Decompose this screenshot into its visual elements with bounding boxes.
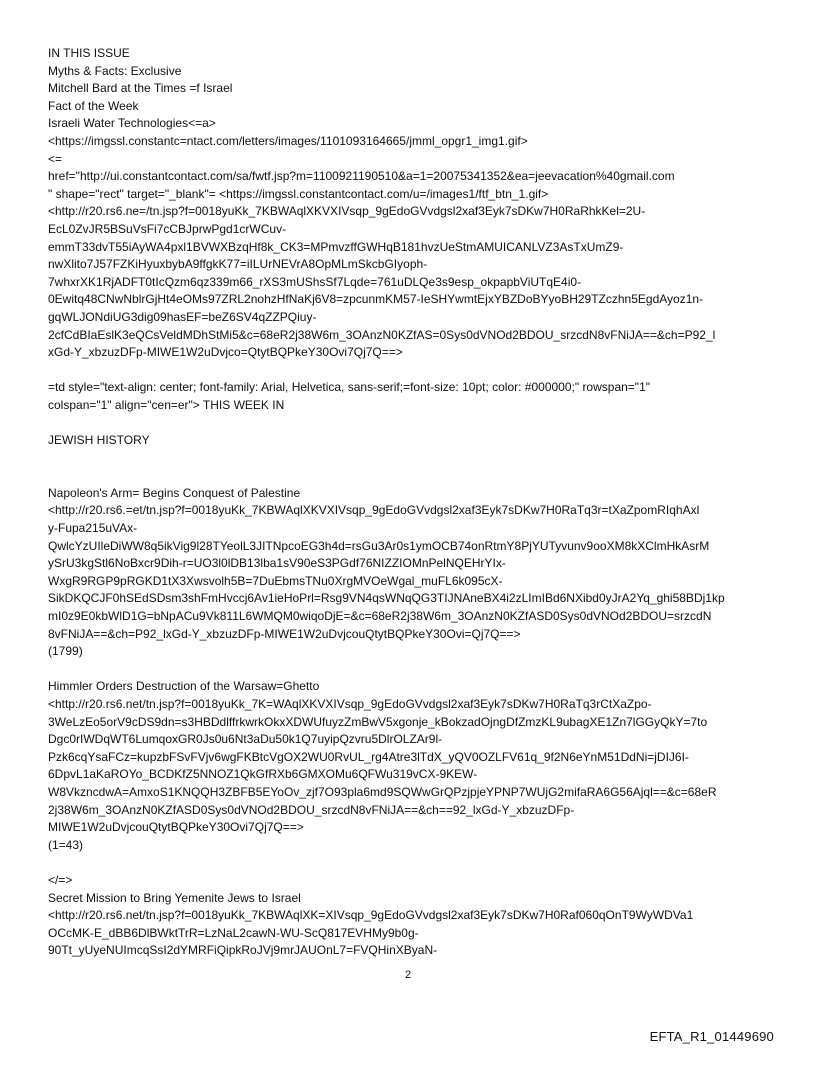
- text-line: <http://r20.rs6.=et/tn.jsp?f=0018yuKk_7KBWAqlXKVXIVsqp_9gEdoGVvdgsl2xaf3Eyk7sDKw7H0RaTq3r=tXaZpomRIqhAxl: [48, 503, 700, 518]
- text-line: Pzk6cqYsaFCz=kupzbFSvFVjv6wgFKBtcVgOX2WU0RvUL_rg4Atre3lTdX_yQV0OZLFV61q_9f2N6eYnM51DdNi=jDIJ6I-: [48, 749, 689, 764]
- spacer: [48, 414, 770, 432]
- section-heading: IN THIS ISSUE: [48, 46, 130, 60]
- text-line: 3WeLzEo5orV9cDS9dn=s3HBDdlffrkwrkOkxXDWUfuyzZmBwV5xgonje_kBokzadOjngDfZmzKL9ubagXE1Zn7lGGyQkY=7to: [48, 714, 708, 729]
- text-line: W8VkzncdwA=AmxoS1KNQQH3ZBFB5EYoOv_zjf7O93pla6md9SQWwGrQPzjpjeYPNP7WUjG2mifaRA6G56Ajql==&c=68eR: [48, 784, 717, 799]
- text-line: 2j38W6m_3OAnzN0KZfASD0Sys0dVNOd2BDOU_srzcdN8vFNiJA==&ch==92_lxGd-Y_xbzuzDFp-: [48, 802, 575, 817]
- section-heading: JEWISH HISTORY: [48, 433, 150, 448]
- text-line: 0Ewitq48CNwNblrGjHt4eOMs97ZRL2nohzHfNaKj6V8=zpcunmKM57-IeSHYwmtEjxYBZDoBYyoBH29TZczhn5EgdAyoz1n-: [48, 292, 704, 307]
- text-line: Mitchell Bard at the Times =f Israel: [48, 81, 233, 96]
- text-line: EcL0ZvJR5BSuVsFi7cCBJprwPgd1crWCuv-: [48, 221, 287, 236]
- item-year: (1=43): [48, 837, 84, 852]
- text-line: MIWE1W2uDvjcouQtytBQPkeY30Ovi7Qj7Q==>: [48, 820, 304, 835]
- item-year: (1799): [48, 644, 83, 659]
- spacer: [48, 362, 770, 380]
- text-line: </=>: [48, 872, 73, 887]
- text-line: nwXlito7J57FZKiHyuxbybA9ffgkK77=iILUrNEVrA8OpMLmSkcbGIyoph-: [48, 257, 428, 272]
- text-line: WxgR9RGP9pRGKD1tX3Xwsvolh5B=7DuEbmsTNu0XrgMVOeWgal_muFL6k095cX-: [48, 573, 503, 588]
- text-line: xGd-Y_xbzuzDFp-MIWE1W2uDvjco=QtytBQPkeY30Ovi7Qj7Q==>: [48, 345, 403, 360]
- text-line: <https://imgssl.constantc=ntact.com/letters/images/1101093164665/jmml_opgr1_img1.gif>: [48, 133, 528, 148]
- item-title: Himmler Orders Destruction of the Warsaw=Ghetto: [48, 679, 320, 694]
- text-line: =td style="text-align: center; font-family: Arial, Helvetica, sans-serif;=font-size: 10pt; color: #000000;" rowspan="1": [48, 380, 650, 395]
- text-line: <http://r20.rs6.net/tn.jsp?f=0018yuKk_7K=WAqlXKVXIVsqp_9gEdoGVvdgsl2xaf3Eyk7sDKw7H0RaTq3rCtXaZpo-: [48, 696, 652, 711]
- text-line: SikDKQCJF0hSEdSDsm3shFmHvccj6Av1ieHoPrl=Rsg9VN4qsWNqQG3TIJNAneBX4i2zLImIBd6NXibd0yJrA2Yq_ghi58BDj1kp: [48, 591, 725, 606]
- page-number: 2: [404, 969, 412, 981]
- text-line: 7whxrXK1RjADFT0tIcQzm6qz339m66_rXS3mUShsSf7Lqde=761uDLQe3s9esp_okpapbViUTqE4i0-: [48, 274, 582, 289]
- spacer: [48, 467, 770, 485]
- text-line: 8vFNiJA==&ch=P92_lxGd-Y_xbzuzDFp-MIWE1W2uDvjcouQtytBQPkeY30Ovi=Qj7Q==>: [48, 626, 521, 641]
- text-line: colspan="1" align="cen=er"> THIS WEEK IN: [48, 397, 285, 412]
- text-line: <http://r20.rs6.net/tn.jsp?f=0018yuKk_7KBWAqlXK=XIVsqp_9gEdoGVvdgsl2xaf3Eyk7sDKw7H0Raf060qOnT9WyWDVa1: [48, 908, 694, 923]
- item-title: Secret Mission to Bring Yemenite Jews to Israel: [48, 890, 301, 905]
- text-line: <=: [48, 151, 63, 166]
- himmler-item: [48, 678, 770, 854]
- text-line: <http://r20.rs6.ne=/tn.jsp?f=0018yuKk_7KBWAqlXKVXIVsqp_9gEdoGVvdgsl2xaf3Eyk7sDKw7H0RaRhkKel=2U-: [48, 204, 646, 219]
- text-line: Fact of the Week: [48, 98, 139, 113]
- napoleon-item: [48, 485, 770, 661]
- text-line: emmT33dvT55iAyWA4pxl1BVWXBzqHf8k_CK3=MPmvzffGWHqB181hvzUeStmAMUICANLVZ3AsTxUmZ9-: [48, 239, 624, 254]
- spacer: [48, 661, 770, 679]
- spacer: [48, 854, 770, 872]
- document-id: EFTA_R1_01449690: [649, 1029, 774, 1044]
- spacer: [48, 450, 770, 468]
- text-line: 6DpvL1aKaROYo_BCDKfZ5NNOZ1QkGfRXb6GMXOMu6QFWu319vCX-9KEW-: [48, 767, 478, 782]
- text-line: OCcMK-E_dBB6DlBWktTrR=LzNaL2cawN-WU-ScQ817EVHMy9b0g-: [48, 925, 419, 940]
- text-line: 90Tt_yUyeNUImcqSsI2dYMRFiQipkRoJVj9mrJAUOnL7=FVQHinXByaN-: [48, 943, 438, 958]
- yemenite-item: [48, 872, 770, 960]
- text-line: " shape="rect" target="_blank"= <https://imgssl.constantcontact.com/u=/images1/ftf_btn_1.gif>: [48, 186, 549, 201]
- text-line: Dgc0rIWDqWT6LumqoxGR0Js0u6Nt3aDu50k1Q7uyipQzvru5DlrOLZAr9l-: [48, 732, 443, 747]
- text-line: Myths & Facts: Exclusive: [48, 63, 182, 78]
- text-line: 2cfCdBIaEslK3eQCsVeldMDhStMi5&c=68eR2j38W6m_3OAnzN0KZfAS=0Sys0dVNOd2BDOU_srzcdN8vFNiJA==&ch=P92_l: [48, 327, 716, 342]
- text-line: mI0z9E0kbWlD1G=bNpACu9Vk811L6WMQM0wiqoDjE=&c=68eR2j38W6m_3OAnzN0KZfASD0Sys0dVNOd2BDOU=srzcdN: [48, 609, 712, 623]
- text-line: QwlcYzUIleDiWW8q5ikVig9l28TYeolL3JITNpcoEG3h4d=rsGu3Ar0s1ymOCB74onRtmY8PjYUTyvunv9ooXM8kXClmHkAsrM: [48, 538, 710, 553]
- issue-section: [48, 45, 770, 362]
- text-line: ySrU3kgStl6NoBxcr9Dih-r=UO3l0lDB13lba1sV90eS3PGdf76NIZZIOMnPelNQEHrYIx-: [48, 556, 506, 571]
- text-line: href="http://ui.constantcontact.com/sa/fwtf.jsp?m=1100921190510&a=1=20075341352&ea=jeevacation%40gmail.com: [48, 169, 675, 184]
- document-body: [48, 45, 770, 960]
- item-title: Napoleon's Arm= Begins Conquest of Palestine: [48, 485, 301, 500]
- history-section: [48, 379, 770, 449]
- text-line: y-Fupa215uVAx-: [48, 521, 138, 536]
- text-line: Israeli Water Technologies<=a>: [48, 116, 216, 131]
- text-line: gqWLJONdiUG3dig09hasEF=beZ6SV4qZZPQiuy-: [48, 309, 317, 324]
